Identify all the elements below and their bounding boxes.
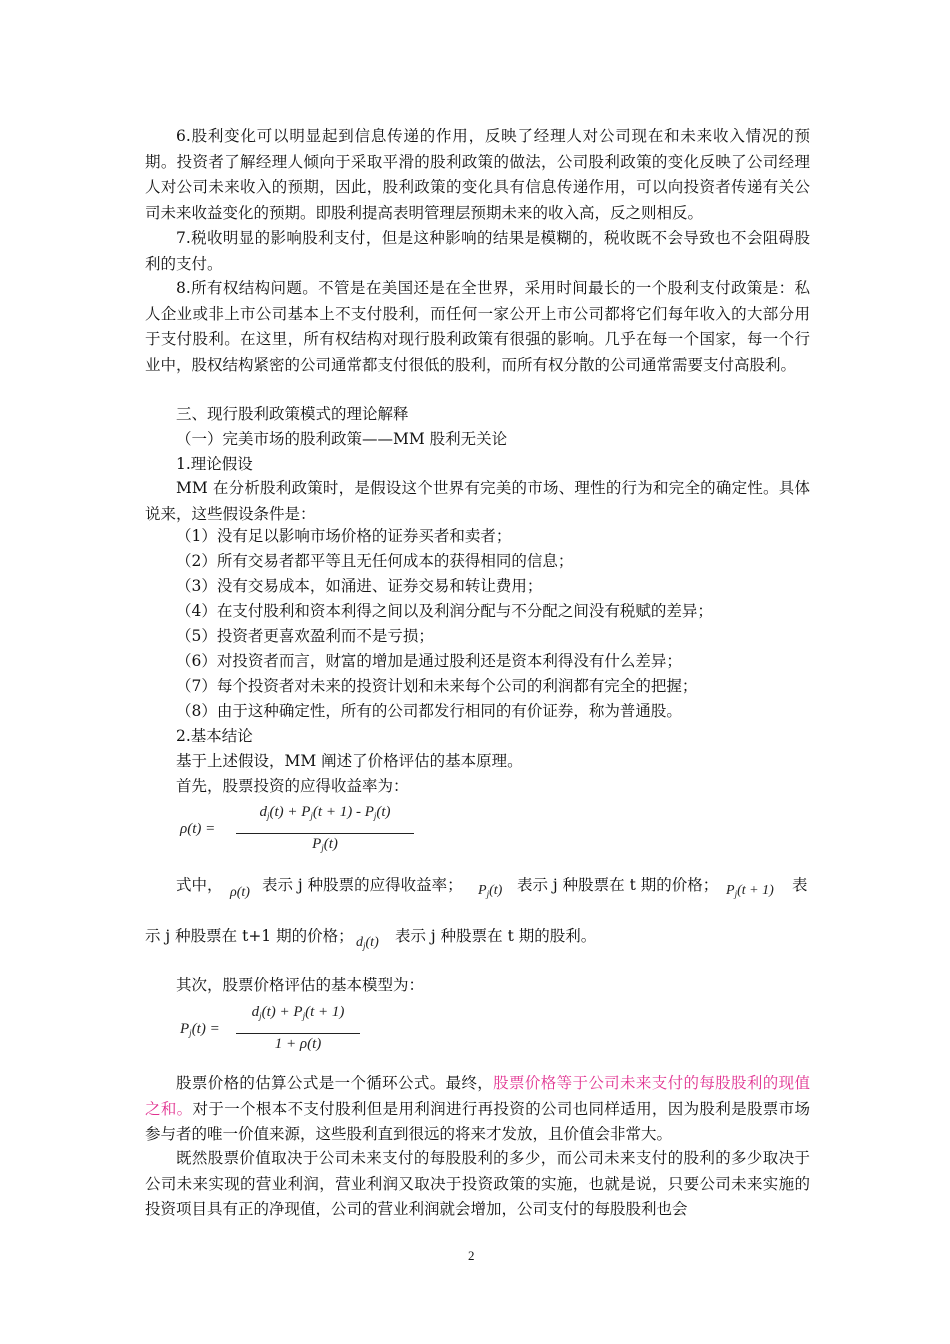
- cycle-text-b: 对于一个根本不支付股利但是用利润进行再投资的公司也同样适用，因为股利是股票市场参与者的唯一价值来源，这些股利直到很远的将来才发放，且价值会非常大。: [145, 1099, 810, 1143]
- formula-return-rate: [180, 804, 420, 862]
- formula-1-denominator: $P_j(t)$: [312, 836, 338, 853]
- formula-1-lhs: ρ(t) =: [180, 821, 216, 837]
- fraction-bar: [236, 833, 414, 834]
- formula-2-numerator: $d_j(t) + P_j(t + 1)$: [251, 1004, 345, 1021]
- assumption-8: （8）由于这种确定性，所有的公司都发行相同的有价证券，称为普通股。: [176, 702, 682, 720]
- where-rho-text: 表示 j 种股票的应得收益率；: [262, 876, 463, 894]
- where-line-2: 示 j 种股票在 t+1 期的价格；: [145, 927, 354, 945]
- page-number: 2: [468, 1248, 475, 1263]
- fraction-bar: [236, 1033, 360, 1034]
- assumption-2: （2）所有交易者都平等且无任何成本的获得相同的信息；: [176, 552, 574, 570]
- conclusion-heading: 2.基本结论: [176, 727, 253, 745]
- symbol-rho: ρ(t): [230, 885, 250, 900]
- section-heading: 三、现行股利政策模式的理论解释: [176, 405, 409, 423]
- assumption-7: （7）每个投资者对未来的投资计划和未来每个公司的利润都有完全的把握；: [176, 677, 698, 695]
- paragraph-8: 8.所有权结构问题。不管是在美国还是在全世界，采用时间最长的一个股利支付政策是：私人企业或非上市公司基本上不支付股利，而任何一家公开上市公司都将它们每年收入的大部分用于支付股利。在这里，所有权结构对现行股利政策有很强的影响。几乎在每一个国家，每一个行业中，股权结构紧密的公司通常都支付很低的股利，而所有权分散的公司通常需要支付高股利。: [145, 279, 810, 374]
- basic-text-2: 首先，股票投资的应得收益率为：: [176, 777, 409, 795]
- highlighted-text: 股票价格等于公司未来支付的每股股利的现值之和。: [145, 1074, 810, 1118]
- symbol-p-next: $P_j(t + 1)$: [726, 883, 774, 899]
- assumption-4: （4）在支付股利和资本利得之间以及利润分配与不分配之间没有税赋的差异；: [176, 602, 713, 620]
- assumption-5: （5）投资者更喜欢盈利而不是亏损；: [176, 627, 434, 645]
- last-paragraph: 既然股票价值取决于公司未来支付的每股股利的多少，而公司未来支付的股利的多少取决于公司未来实现的营业利润，营业利润又取决于投资政策的实施，也就是说，只要公司未来实施的投资项目具有正的净现值，公司的营业利润就会增加，公司支付的每股股利也会: [145, 1149, 810, 1218]
- mm-intro: MM 在分析股利政策时，是假设这个世界有完美的市场、理性的行为和完全的确定性。具体说来，这些假设条件是：: [145, 479, 810, 523]
- where-prefix: 式中，: [176, 876, 223, 894]
- paragraph-7: 7.税收明显的影响股利支付，但是这种影响的结果是模糊的，税收既不会导致也不会阻碍股利的支付。: [145, 229, 810, 273]
- assumption-3: （3）没有交易成本，如涌进、证券交易和转让费用；: [176, 577, 543, 595]
- formula-2-denominator: 1 + ρ(t): [274, 1036, 322, 1052]
- subsection-heading: （一）完美市场的股利政策——MM 股利无关论: [176, 430, 508, 448]
- symbol-d: $d_j(t)$: [356, 935, 379, 951]
- paragraph-6: 6.股利变化可以明显起到信息传递的作用，反映了经理人对公司现在和未来收入情况的预期。投资者了解经理人倾向于采取平滑的股利政策的做法，公司股利政策的变化反映了公司经理人对公司未来收入的预期，因此，股利政策的变化具有信息传递作用，可以向投资者传递有关公司未来收益变化的预期。即股利提高表明管理层预期未来的收入高，反之则相反。: [145, 127, 810, 222]
- basic-text-3: 其次，股票价格评估的基本模型为：: [176, 976, 425, 994]
- symbol-p: $P_j(t)$: [478, 883, 503, 899]
- where-p1-text: 表: [792, 876, 808, 894]
- basic-text-1: 基于上述假设，MM 阐述了价格评估的基本原理。: [176, 752, 523, 770]
- where-d-text: 表示 j 种股票在 t 期的股利。: [395, 927, 597, 945]
- cycle-paragraph: [145, 1071, 810, 1148]
- assumption-6: （6）对投资者而言，财富的增加是通过股利还是资本利得没有什么差异；: [176, 652, 682, 670]
- cycle-text-a: 股票价格的估算公式是一个循环公式。最终，: [176, 1074, 494, 1092]
- where-p-text: 表示 j 种股票在 t 期的价格；: [517, 876, 719, 894]
- theory-heading: 1.理论假设: [176, 455, 253, 473]
- formula-2-lhs: $P_j(t)$ =: [180, 1021, 220, 1038]
- assumption-1: （1）没有足以影响市场价格的证券买者和卖者；: [176, 527, 512, 545]
- formula-price-model: [180, 1004, 370, 1062]
- formula-1-numerator: $d_j(t) + P_j(t + 1) - P_j(t)$: [259, 804, 391, 821]
